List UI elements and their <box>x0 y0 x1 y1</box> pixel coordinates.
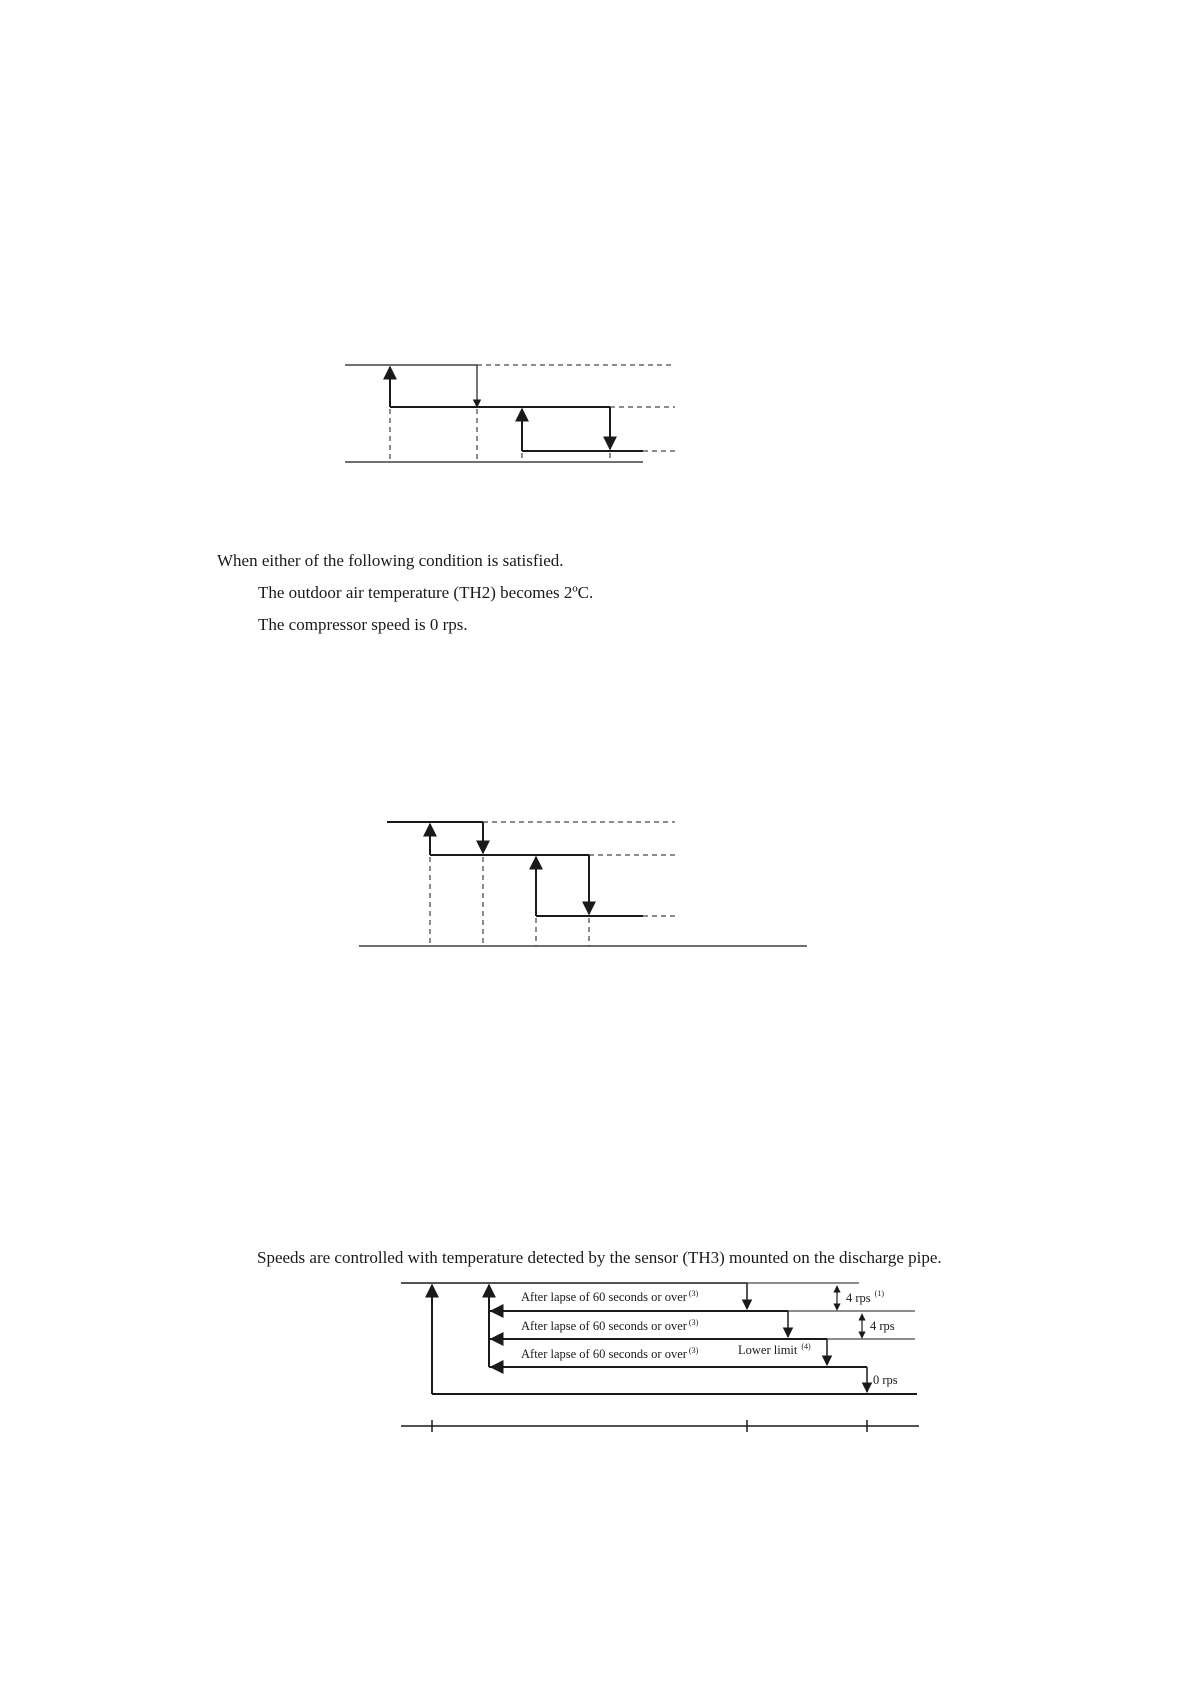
row-label: After lapse of 60 seconds or over <box>521 1290 687 1304</box>
row-label: After lapse of 60 seconds or over <box>521 1347 687 1361</box>
row-note: (3) <box>688 1289 699 1298</box>
step-label: 4 rps <box>870 1319 895 1333</box>
row-note: (3) <box>688 1318 699 1327</box>
svg-text:4 rps(1) <box>846 1289 884 1305</box>
svg-text:0 rps <box>873 1373 898 1387</box>
svg-text:4 rps <box>870 1319 895 1333</box>
row-note: (3) <box>688 1346 699 1355</box>
step-label: 4 rps <box>846 1291 871 1305</box>
step-note: (1) <box>874 1289 884 1298</box>
step-label: 0 rps <box>873 1373 898 1387</box>
lower-limit-note: (4) <box>801 1342 811 1351</box>
svg-text:After lapse of 60 seconds or <box>521 1289 699 1304</box>
svg-text:After lapse of 60 seconds or <box>521 1318 699 1333</box>
row-label: After lapse of 60 seconds or over <box>521 1319 687 1333</box>
svg-text:After lapse of 60 seconds or <box>521 1346 699 1361</box>
condition-intro: When either of the following condition is satisfied. <box>217 551 564 570</box>
svg-text:Lower limit(4) <box>738 1342 811 1357</box>
lower-limit-label: Lower limit <box>738 1343 798 1357</box>
condition-item: The outdoor air temperature (TH2) becomes 2ºC. <box>258 583 594 602</box>
condition-item: The compressor speed is 0 rps. <box>258 615 468 634</box>
discharge-description: Speeds are controlled with temperature detected by the sensor (TH3) mounted on the discharge pipe. <box>257 1248 942 1267</box>
